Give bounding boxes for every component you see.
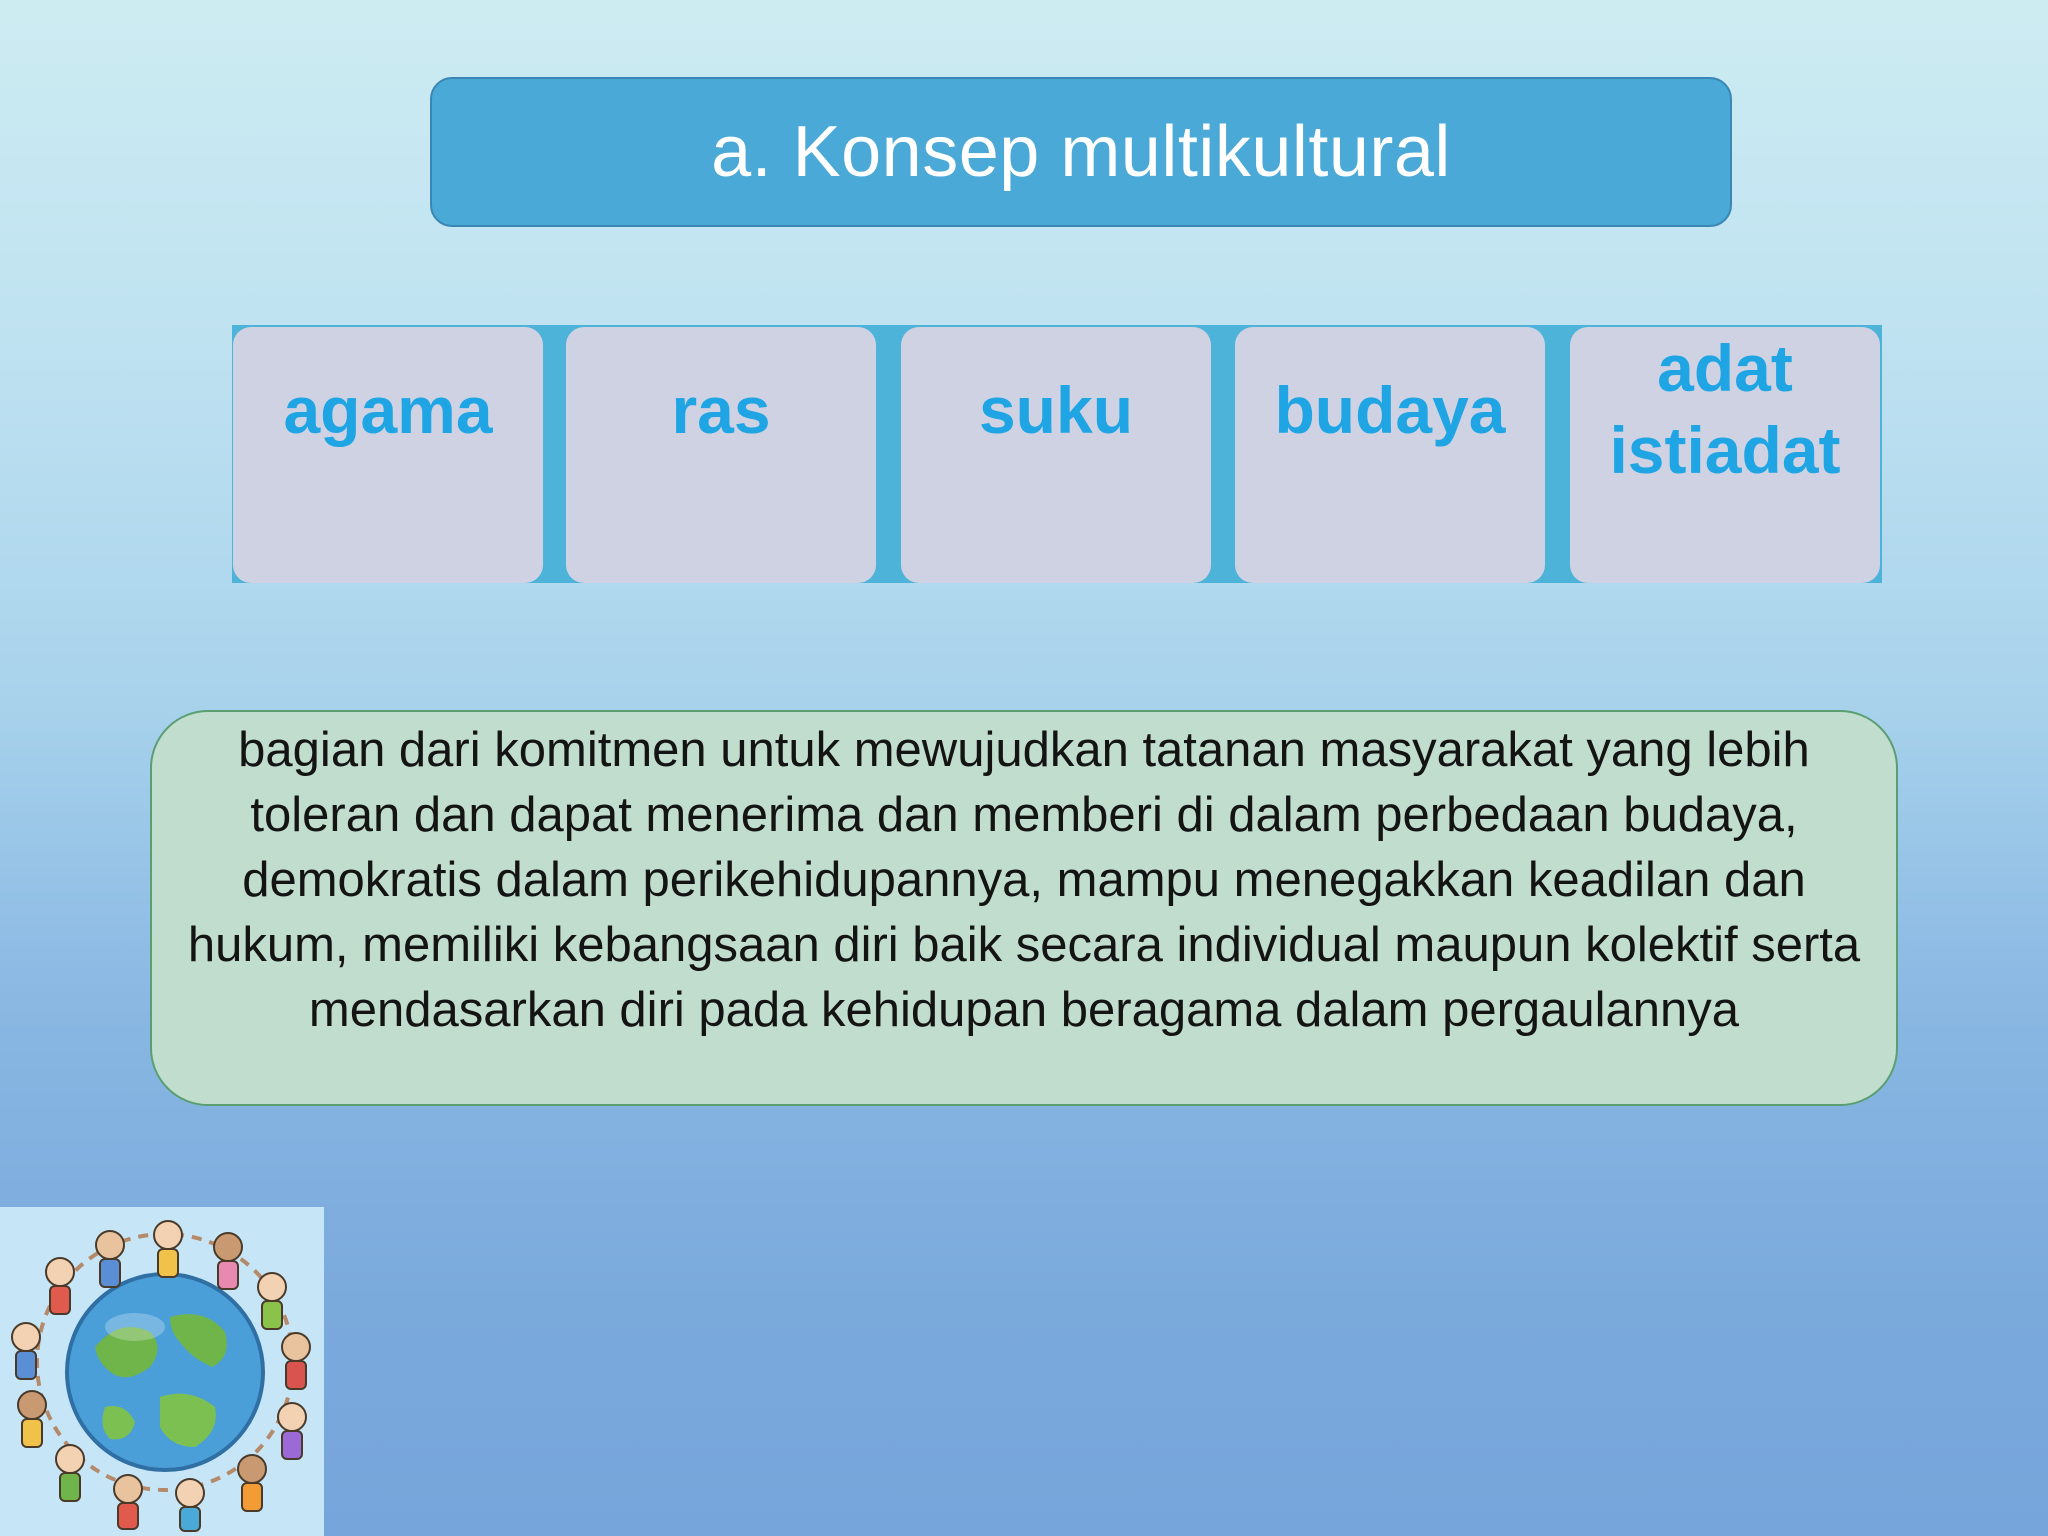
category-card-ras: [566, 327, 876, 583]
page-title: a. Konsep multikultural: [711, 112, 1451, 192]
category-card-suku: [901, 327, 1211, 583]
title-box: [430, 77, 1732, 227]
category-card-adat-istiadat: [1570, 327, 1880, 583]
category-label: agama: [283, 373, 493, 447]
globe-children-holding-hands-icon: [0, 1207, 324, 1536]
globe-illustration-panel: [0, 1207, 324, 1536]
category-card-agama: [233, 327, 543, 583]
category-label: ras: [671, 373, 771, 447]
category-label: suku: [978, 373, 1134, 447]
globe-icon: [67, 1274, 263, 1470]
category-label-line2: istiadat: [1609, 413, 1841, 487]
category-label: budaya: [1274, 373, 1506, 447]
category-card-budaya: [1235, 327, 1545, 583]
description-box: [150, 710, 1898, 1106]
category-label-line1: adat: [1657, 331, 1793, 405]
description-text: bagian dari komitmen untuk mewujudkan tatanan masyarakat yang lebih toleran dan dapat menerima dan memberi di dalam perbedaan budaya, demokratis dalam perikehidupannya, mampu menegakkan keadilan dan hukum, memiliki kebangsaan diri baik secara individual maupun kolektif serta mendasarkan diri pada kehidupan beragama dalam pergaulannya: [187, 723, 1861, 1037]
category-label: [1609, 327, 1840, 583]
